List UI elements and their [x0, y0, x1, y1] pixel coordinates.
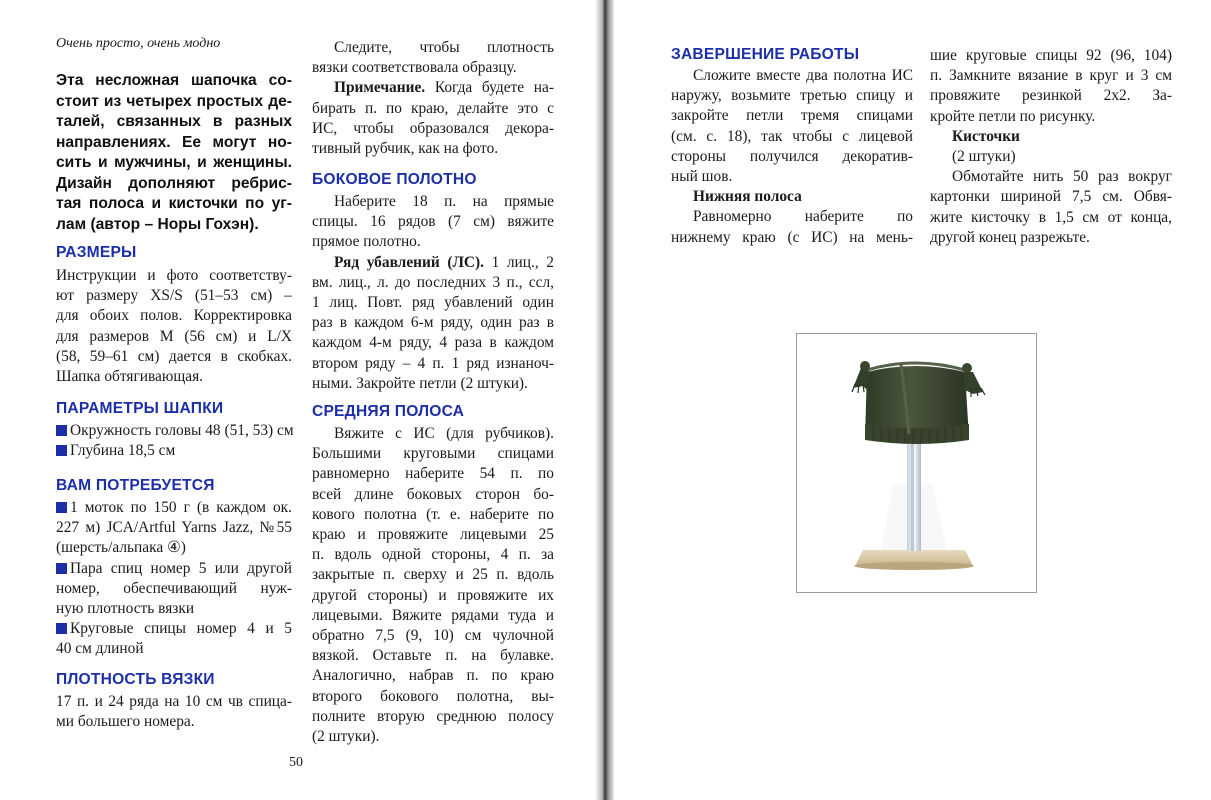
list-item-text: Пара спиц номер 5 или другой	[70, 559, 292, 577]
sizes-line: Шапка обтягивающая.	[56, 368, 203, 386]
list-item	[56, 441, 296, 461]
tassels-label: Кисточки	[952, 127, 1020, 145]
book-gutter	[596, 0, 614, 800]
middle-strip-text	[312, 424, 554, 747]
gauge-line: ми большего номера.	[56, 713, 195, 731]
bullet-icon	[56, 623, 67, 634]
hat-params-list	[56, 421, 296, 461]
text-line: п. Замкните вязание в круг и 3 см	[930, 67, 1172, 85]
text-line: Большими круговыми спицами	[312, 445, 554, 463]
intro-paragraph	[56, 71, 292, 235]
intro-line: лам (автор – Норы Гохэн).	[56, 215, 259, 233]
text-line: всей длине боковых сторон бо-	[312, 485, 554, 503]
list-item	[56, 619, 292, 639]
bullet-icon	[56, 563, 67, 574]
list-item-cont: ную плотность вязки	[56, 600, 195, 618]
intro-line: Эта несложная шапочка со-	[56, 72, 292, 89]
text-line: закройте петли тремя спицами	[671, 107, 913, 125]
text-line: п. вдоль одной стороны, 4 п. за	[312, 546, 554, 564]
page-number: 50	[289, 755, 303, 770]
note-line: бирать п. по краю, делайте это с	[312, 99, 554, 117]
text-line: кового полотна (т. е. наберите по	[312, 505, 554, 523]
sizes-text	[56, 266, 292, 387]
gauge-heading: ПЛОТНОСТЬ ВЯЗКИ	[56, 671, 215, 688]
text-line: обратно 7,5 (9, 10) см чулочной	[312, 627, 554, 645]
list-item-cont: 40 см длиной	[56, 640, 144, 658]
text-line: Сложите вместе два полотна ИС	[693, 67, 913, 84]
bottom-band-label: Нижняя полоса	[693, 188, 802, 206]
bullet-icon	[56, 502, 67, 513]
text-line: жите кисточку в 1,5 см от конца,	[930, 208, 1172, 226]
note-line: тивный рубчик, как на фото.	[312, 140, 499, 158]
list-item-cont: (шерсть/альпака ④)	[56, 539, 186, 557]
gauge-text	[56, 692, 292, 732]
bullet-icon	[56, 425, 67, 436]
intro-line: направлениях. Ее могут но-	[56, 133, 292, 151]
dec-line: вм. лиц., л. до последних 3 п., ссл,	[312, 273, 554, 291]
intro-line: талей, связанных в разных	[56, 113, 292, 130]
text-line: вязки соответствовала образцу.	[312, 59, 517, 77]
list-item-text: 1 моток по 150 г (в каждом ок.	[70, 499, 292, 516]
intro-line: сить и мужчины, и женщины.	[56, 154, 292, 171]
dec-line	[312, 253, 554, 273]
text-line: ный шов.	[671, 168, 733, 186]
text-line: шие круговые спицы 92 (96, 104)	[930, 47, 1172, 64]
text-line: Обмотайте нить 50 раз вокруг	[952, 168, 1172, 186]
list-item	[56, 498, 292, 518]
list-item	[56, 559, 292, 579]
hat-on-stand-illustration	[797, 334, 1036, 592]
bullet-icon	[56, 445, 67, 456]
gauge-line: 17 п. и 24 ряда на 10 см чв спица-	[56, 693, 292, 710]
text-line: лицевыми. Вяжите рядами туда и	[312, 606, 554, 624]
list-item-cont: 227 м) JCA/Artful Yarns Jazz, №55	[56, 519, 292, 537]
text-line: другой конец разрежьте.	[930, 228, 1090, 246]
finishing-heading: ЗАВЕРШЕНИЕ РАБОТЫ	[671, 46, 860, 63]
text-line: полните вторую среднюю полосу	[312, 707, 554, 725]
materials-heading: ВАМ ПОТРЕБУЕТСЯ	[56, 477, 215, 494]
text-line: стороны получился декоратив-	[671, 147, 913, 165]
sizes-line: для размеров M (56 см) и L/X	[56, 327, 292, 345]
list-item-text: Глубина 18,5 см	[70, 442, 176, 460]
sizes-line: для обоих полов. Корректировка	[56, 307, 292, 325]
text-line: Вяжите с ИС (для рубчиков).	[334, 425, 554, 442]
text-line: вязкой. Оставьте п. на булавке.	[312, 647, 554, 665]
intro-line: Дизайн дополняют ребрис-	[56, 174, 292, 192]
sizes-line: Инструкции и фото соответству-	[56, 267, 292, 284]
intro-line: стоит из четырех простых де-	[56, 92, 292, 110]
text-line: закрытые п. сверху и 25 п. вдоль	[312, 566, 554, 584]
left-page	[0, 0, 598, 800]
text-line: кройте петли по рисунку.	[930, 107, 1096, 125]
dec-line: ными. Закройте петли (2 штуки).	[312, 374, 528, 392]
dec-line: раз в каждом 6-м ряду, один раз в	[312, 314, 554, 332]
sizes-line: (58, 59–61 см) дается в скобках.	[56, 347, 292, 365]
sizes-heading: РАЗМЕРЫ	[56, 244, 137, 261]
text-line: Следите, чтобы плотность	[334, 39, 554, 56]
text-line: прямое полотно.	[312, 233, 421, 251]
finishing-text	[671, 66, 913, 248]
decrease-row-label: Ряд убавлений (ЛС).	[334, 253, 485, 271]
text-line: спицы. 16 рядов (7 см) вяжите	[312, 213, 554, 231]
middle-strip-heading: СРЕДНЯЯ ПОЛОСА	[312, 403, 465, 420]
materials-list	[56, 498, 292, 660]
text-line: (2 штуки).	[312, 728, 380, 746]
text-line: картонки шириной 7,5 см. Обвя-	[930, 188, 1172, 206]
sizes-line: ют размеру XS/S (51–53 см) –	[56, 287, 292, 305]
list-item-text: Круговые спицы номер 4 и 5	[70, 620, 292, 638]
text-line: другой стороны) и провяжите их	[312, 586, 554, 604]
dec-line: каждом 4-м ряду, 4 раза в каждом	[312, 334, 554, 352]
dec-text: 1 лиц., 2	[491, 253, 554, 271]
hat-params-heading: ПАРАМЕТРЫ ШАПКИ	[56, 400, 224, 417]
hat-photo	[796, 333, 1037, 593]
note-label: Примечание.	[334, 79, 426, 97]
note-line: ИС, чтобы образовался декора-	[312, 119, 554, 137]
side-panel-text	[312, 192, 554, 394]
text-line: нижнему краю (с ИС) на мень-	[671, 228, 913, 246]
text-line: краю и провяжите лицевыми 25	[312, 526, 554, 544]
text-line: равномерно наберите 54 п. по	[312, 465, 554, 483]
note-line	[312, 78, 554, 98]
list-item	[56, 421, 296, 441]
text-line: провяжите резинкой 2x2. За-	[930, 87, 1172, 105]
text-line: Равномерно наберите по	[693, 208, 913, 226]
text-line: второго бокового полотна, вы-	[312, 687, 554, 705]
text-line: Наберите 18 п. на прямые	[334, 193, 554, 210]
side-panel-heading: БОКОВОЕ ПОЛОТНО	[312, 171, 477, 188]
text-line: (см. с. 18), так чтобы с лицевой	[671, 127, 913, 145]
list-item-cont: номер, обеспечивающий нуж-	[56, 579, 292, 597]
intro-line: тая полоса и кисточки по уг-	[56, 195, 292, 212]
dec-line: 1 лиц. Повт. ряд убавлений один	[312, 294, 554, 312]
gauge-check-text	[312, 38, 554, 159]
series-title: Очень просто, очень модно	[56, 36, 221, 51]
right-column-text	[930, 46, 1172, 248]
tassels-count: (2 штуки)	[952, 148, 1016, 166]
note-text: Когда будете на-	[434, 79, 554, 97]
list-item-text: Окружность головы 48 (51, 53) см	[70, 422, 294, 439]
text-line: Аналогично, набрав п. по краю	[312, 667, 554, 685]
text-line: наружу, возьмите третью спицу и	[671, 87, 913, 105]
dec-line: втором ряду – 4 п. 1 ряд изнаноч-	[312, 354, 554, 372]
